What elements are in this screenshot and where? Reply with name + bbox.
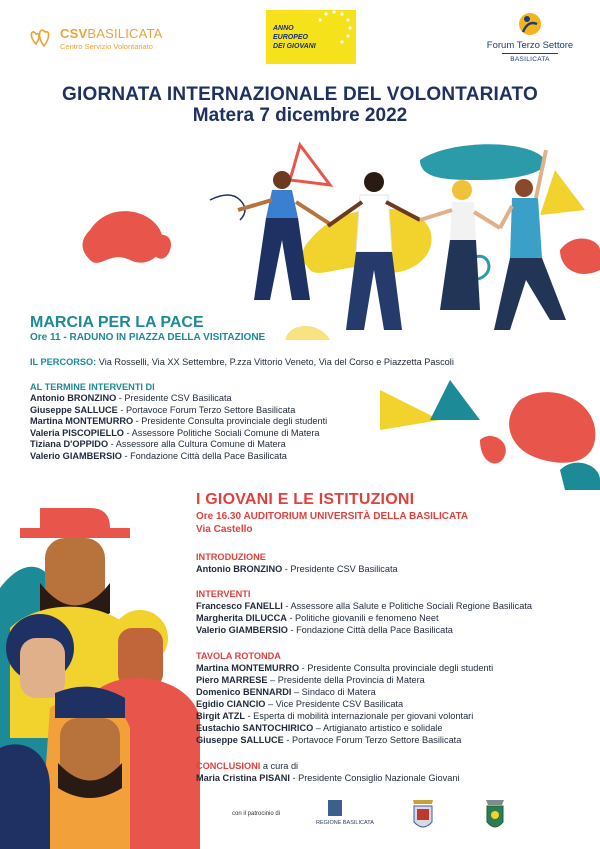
eu-stars-icon — [312, 8, 356, 48]
list-item — [196, 612, 532, 624]
speaker-name: Maria Cristina PISANI — [196, 773, 290, 783]
giovani-title: I GIOVANI E LE ISTITUZIONI — [196, 491, 415, 508]
speaker-name: Tiziana D'OPPIDO — [30, 439, 109, 450]
csv-name-rest: BASILICATA — [87, 26, 163, 41]
speaker-role: - Assessore alla Salute e Politiche Sociali Regione Basilicata — [282, 601, 533, 611]
speaker-role: - Politiche giovanili e fenomeno Neet — [286, 613, 439, 623]
percorso-label: IL PERCORSO: — [30, 357, 97, 367]
provincia-crest-icon — [408, 796, 438, 836]
csv-name-bold: CSV — [60, 26, 88, 41]
speaker-role: - Presidente Consulta provinciale degli studenti — [133, 416, 328, 427]
speaker-name: Eustachio SANTOCHIRICO — [196, 723, 314, 733]
speaker-role: - Fondazione Città della Pace Basilicata — [121, 450, 287, 461]
speaker-name: Antonio BRONZINO — [30, 393, 117, 403]
speaker-name: Domenico BENNARDI — [196, 687, 292, 697]
giovani-time-place: Ore 16.30 AUDITORIUM UNIVERSITÀ DELLA BASILICATA — [196, 511, 469, 522]
page-subtitle: Matera 7 dicembre 2022 — [192, 105, 408, 126]
forum-name: Forum Terzo Settore — [486, 40, 574, 51]
csv-basilicata-logo — [30, 24, 190, 58]
interventi-heading-2: INTERVENTI — [196, 589, 251, 599]
forum-divider — [502, 53, 558, 54]
list-item — [196, 710, 493, 722]
forum-figure-icon — [518, 12, 542, 36]
conclusioni-heading: CONCLUSIONI — [196, 761, 261, 771]
speaker-role: - Presidente CSV Basilicata — [116, 393, 232, 403]
patrocinio-label: con il patrocinio di — [232, 811, 281, 817]
anno-line-2: EUROPEO — [273, 34, 309, 41]
list-item — [196, 563, 398, 575]
anno-line-1: ANNO — [273, 25, 294, 32]
speaker-name: Egidio CIANCIO — [196, 699, 266, 709]
speaker-role: - Esperta di mobilità internazionale per giovani volontari — [245, 711, 474, 721]
speaker-role: - Portavoce Forum Terzo Settore Basilicata — [283, 735, 462, 745]
csv-subtitle: Centro Servizio Volontariato — [60, 42, 153, 51]
percorso-text: Via Rosselli, Via XX Settembre, P.zza Vittorio Veneto, Via del Corso e Piazzetta Pascoli — [96, 357, 454, 367]
list-item — [30, 416, 327, 428]
list-item — [196, 624, 532, 636]
introduzione-heading: INTRODUZIONE — [196, 552, 266, 562]
speaker-role: – Vice Presidente CSV Basilicata — [265, 699, 404, 709]
speaker-name: Valerio GIAMBERSIO — [196, 625, 288, 635]
forum-subtitle: BASILICATA — [510, 56, 550, 63]
speaker-name: Antonio BRONZINO — [196, 564, 283, 574]
speaker-role: - Fondazione Città della Pace Basilicata — [287, 625, 453, 635]
forum-terzo-settore-logo — [480, 12, 580, 66]
dancing-people-illustration — [0, 140, 600, 340]
csv-hearts-icon — [30, 26, 56, 52]
speaker-role: - Presidente CSV Basilicata — [282, 564, 398, 574]
speaker-name: Francesco FANELLI — [196, 601, 283, 611]
speaker-name: Giuseppe SALLUCE — [30, 404, 118, 415]
marcia-subtitle: Ore 11 - RADUNO IN PIAZZA DELLA VISITAZIONE — [30, 332, 266, 343]
speakers-list — [30, 393, 327, 463]
speaker-role: - Presidente Consulta provinciale degli studenti — [299, 663, 494, 673]
list-item — [196, 772, 460, 784]
speaker-role: – Sindaco di Matera — [291, 687, 376, 697]
speaker-role: – Artigianato artistico e solidale — [313, 723, 443, 733]
tavola-rotonda-block — [196, 650, 493, 746]
interventi-block — [196, 588, 532, 636]
speaker-name: Valeria PISCOPIELLO — [30, 427, 124, 438]
conclusioni-block — [196, 760, 460, 784]
list-item — [196, 722, 493, 734]
speaker-role: - Assessore alla Cultura Comune di Matera — [108, 439, 286, 450]
interventi-heading: AL TERMINE INTERVENTI DI — [30, 382, 155, 392]
introduzione-block — [196, 551, 398, 575]
decorative-shapes — [360, 380, 600, 490]
anno-line-3: DEI GIOVANI — [273, 43, 316, 50]
list-item — [196, 662, 493, 674]
speaker-name: Margherita DILUCCA — [196, 613, 287, 623]
page-title: GIORNATA INTERNAZIONALE DEL VOLONTARIATO — [62, 84, 538, 105]
anno-europeo-logo — [266, 10, 356, 64]
list-item — [196, 686, 493, 698]
list-item — [196, 734, 493, 746]
list-item — [196, 674, 493, 686]
list-item — [30, 405, 327, 417]
regione-emblem-icon — [328, 800, 342, 816]
list-item — [30, 451, 327, 463]
speaker-name: Martina MONTEMURRO — [196, 663, 300, 673]
speaker-role: – Presidente della Provincia di Matera — [267, 675, 425, 685]
list-item — [30, 428, 327, 440]
speaker-role: - Presidente Consiglio Nazionale Giovani — [289, 773, 460, 783]
marcia-title: MARCIA PER LA PACE — [30, 314, 204, 331]
speaker-role: - Assessore Politiche Sociali Comune di Matera — [123, 427, 320, 438]
comune-crest-icon — [480, 796, 510, 836]
speaker-name: Birgit ATZL — [196, 711, 245, 721]
speaker-name: Valerio GIAMBERSIO — [30, 450, 122, 461]
speaker-role: - Portavoce Forum Terzo Settore Basilicata — [117, 404, 296, 415]
giovani-address: Via Castello — [196, 524, 253, 535]
regione-name: REGIONE BASILICATA — [316, 820, 374, 826]
speaker-name: Giuseppe SALLUCE — [196, 735, 284, 745]
list-item — [196, 600, 532, 612]
conclusioni-cura: a cura di — [260, 761, 299, 771]
tavola-heading: TAVOLA ROTONDA — [196, 651, 281, 661]
regione-basilicata-logo — [316, 800, 374, 834]
speaker-name: Piero MARRESE — [196, 675, 268, 685]
list-item — [30, 393, 327, 405]
list-item — [30, 439, 327, 451]
young-people-illustration — [0, 488, 200, 849]
speaker-name: Martina MONTEMURRO — [30, 416, 134, 427]
list-item — [196, 698, 493, 710]
percorso-line — [30, 356, 454, 368]
